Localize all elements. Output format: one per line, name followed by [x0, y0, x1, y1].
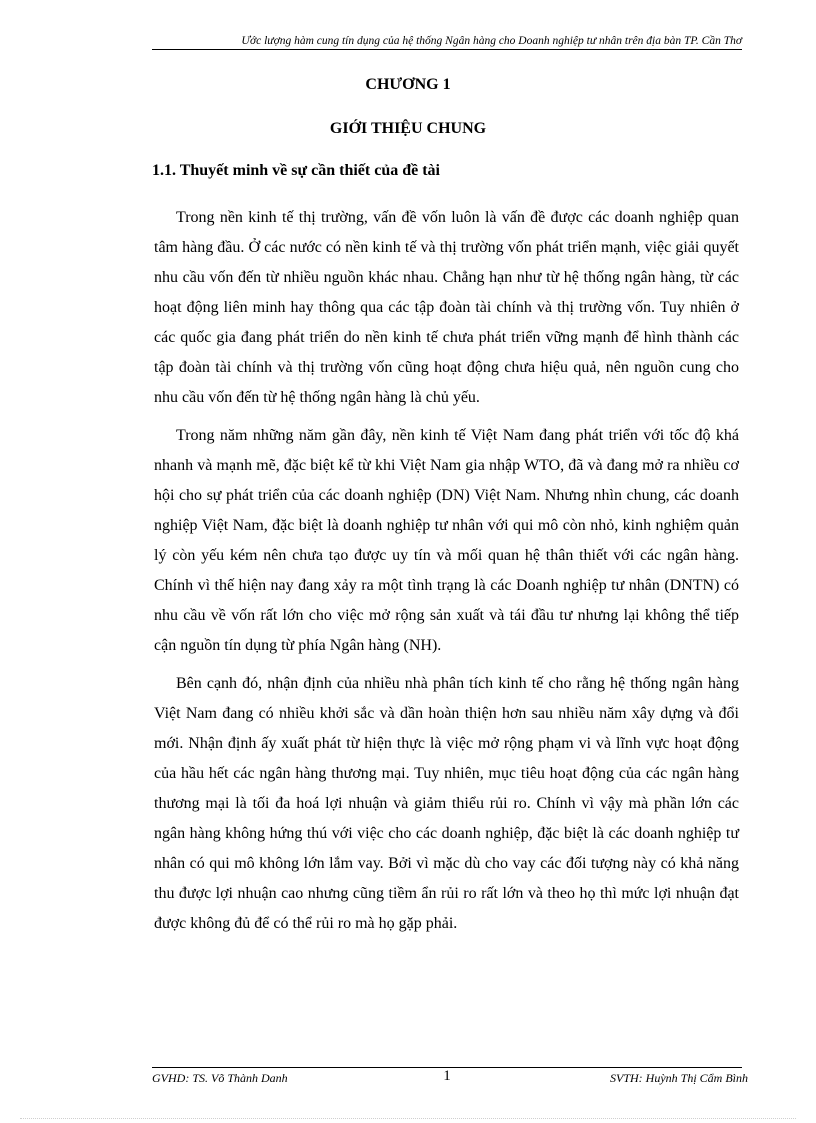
chapter-title: GIỚI THIỆU CHUNG	[329, 120, 487, 137]
paragraph-1: Trong nền kinh tế thị trường, vấn đề vốn luôn là vấn đề được các doanh nghiệp quan tâm hàng đầu. Ở các nước có nền kinh tế và thị trường vốn phát triển mạnh, việc giải quyết nhu cầu vốn đến từ nhiều nguồn khác nhau. Chẳng hạn như từ hệ thống ngân hàng, từ các hoạt động liên minh hay thông qua các tập đoàn tài chính và thị trường vốn. Tuy nhiên ở các quốc gia đang phát triển do nền kinh tế chưa phát triển vững mạnh để hình thành các tập đoàn tài chính và thị trường vốn cũng hoạt động chưa hiệu quả, nên nguồn cung cho nhu cầu vốn đến từ hệ thống ngân hàng là chủ yếu.	[154, 209, 739, 406]
section-heading: 1.1. Thuyết minh về sự cần thiết của đề tài	[152, 162, 440, 179]
page-edge-divider	[20, 1118, 796, 1119]
footer-advisor: GVHD: TS. Võ Thành Danh	[152, 1071, 288, 1085]
running-header: Ước lượng hàm cung tín dụng của hệ thống Ngân hàng cho Doanh nghiệp tư nhân trên địa bàn TP. Cần Thơ	[152, 35, 742, 50]
paragraph-2: Trong năm những năm gần đây, nền kinh tế Việt Nam đang phát triển với tốc độ khá nhanh và mạnh mẽ, đặc biệt kể từ khi Việt Nam gia nhập WTO, đã và đang mở ra nhiều cơ hội cho sự phát triển của các doanh nghiệp (DN) Việt Nam. Nhưng nhìn chung, các doanh nghiệp Việt Nam, đặc biệt là doanh nghiệp tư nhân với qui mô còn nhỏ, kinh nghiệm quản lý còn yếu kém nên chưa tạo được uy tín và mối quan hệ thân thiết với các ngân hàng. Chính vì thế hiện nay đang xảy ra một tình trạng là các Doanh nghiệp tư nhân (DNTN) có nhu cầu về vốn rất lớn cho việc mở rộng sản xuất và tái đầu tư nhưng lại không thể tiếp cận nguồn tín dụng từ phía Ngân hàng (NH).	[154, 427, 739, 654]
page-number: 1	[443, 1068, 451, 1084]
body-text	[154, 203, 739, 947]
footer-student: SVTH: Huỳnh Thị Cẩm Bình	[610, 1071, 748, 1085]
chapter-label: CHƯƠNG 1	[365, 76, 451, 93]
paragraph-3: Bên cạnh đó, nhận định của nhiều nhà phân tích kinh tế cho rằng hệ thống ngân hàng Việt Nam đang có nhiều khởi sắc và dần hoàn thiện hơn sau nhiều năm xây dựng và đổi mới. Nhận định ấy xuất phát từ hiện thực là việc mở rộng phạm vi và lĩnh vực hoạt động của hầu hết các ngân hàng thương mại. Tuy nhiên, mục tiêu hoạt động của các ngân hàng thương mại là tối đa hoá lợi nhuận và giảm thiểu rủi ro. Chính vì vậy mà phần lớn các ngân hàng không hứng thú với việc cho các doanh nghiệp, đặc biệt là các doanh nghiệp tư nhân có qui mô không lớn lắm vay. Bởi vì mặc dù cho vay các đối tượng này có khả năng thu được lợi nhuận cao nhưng cũng tiềm ẩn rủi ro rất lớn và theo họ thì mức lợi nhuận đạt được không đủ để có thể rủi ro mà họ gặp phải.	[154, 675, 739, 932]
